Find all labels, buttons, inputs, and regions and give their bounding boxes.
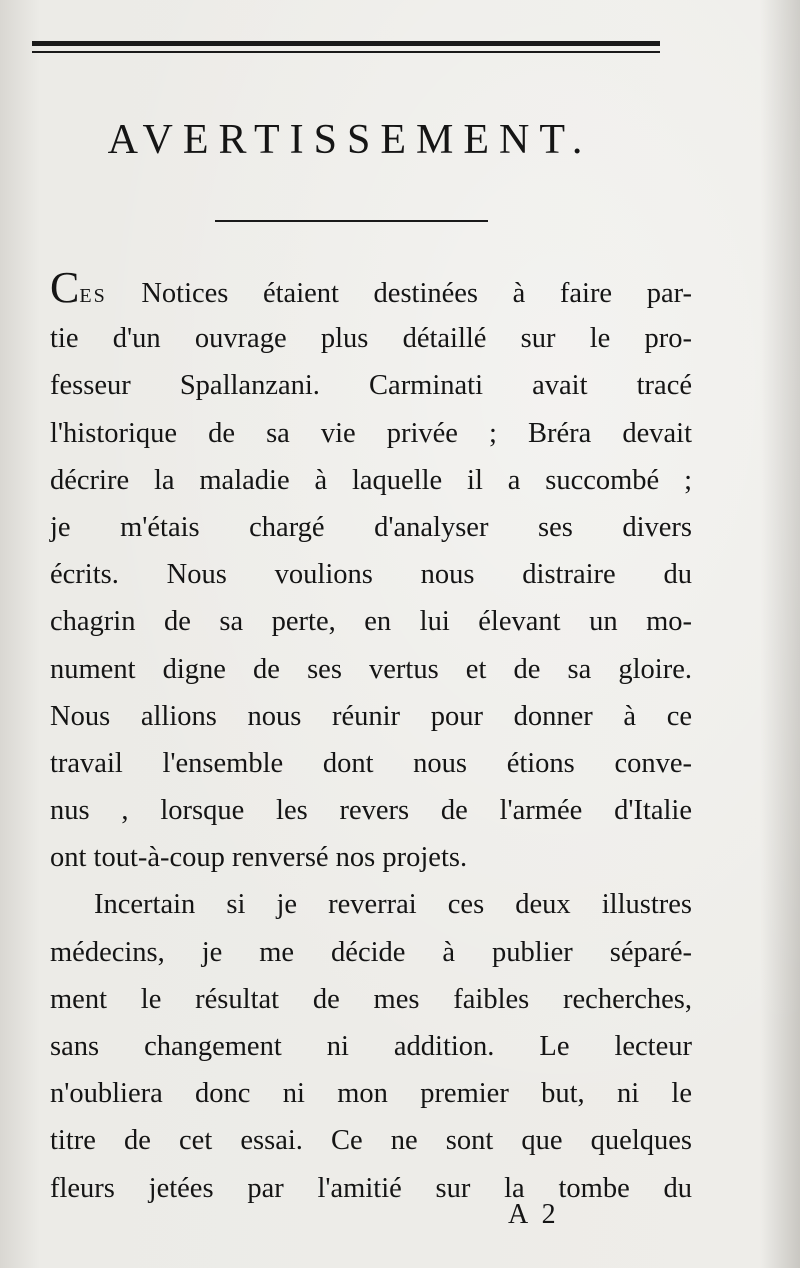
text-line: décrire la maladie à laquelle il a succombé ; (50, 464, 692, 496)
title-divider (215, 220, 488, 222)
text-line: ont tout-à-coup renversé nos projets. (50, 842, 468, 874)
text-line: Incertain si je reverrai ces deux illustres (94, 889, 692, 921)
text-line: médecins, je me décide à publier séparé- (50, 936, 692, 968)
signature-mark: A 2 (508, 1199, 560, 1230)
text-line: Nous allions nous réunir pour donner à ce (50, 700, 692, 732)
body-text (50, 263, 692, 1212)
text-line: écrits. Nous voulions nous distraire du (50, 559, 692, 591)
drop-cap: C (50, 263, 80, 312)
page-title: AVERTISSEMENT. (107, 117, 593, 163)
text-line: tie d'un ouvrage plus détaillé sur le pro- (50, 323, 692, 355)
text-line: travail l'ensemble dont nous étions conve- (50, 747, 692, 779)
text-line: fleurs jetées par l'amitié sur la tombe du (50, 1172, 692, 1204)
text-line: nus , lorsque les revers de l'armée d'Italie (50, 795, 692, 827)
text-line: ment le résultat de mes faibles recherches, (50, 983, 692, 1015)
top-rule-thick (32, 41, 660, 46)
text-line: sans changement ni addition. Le lecteur (50, 1031, 692, 1062)
text-line: chagrin de sa perte, en lui élevant un mo- (50, 606, 692, 638)
top-rule-thin (32, 51, 660, 53)
text-line: titre de cet essai. Ce ne sont que quelques (50, 1125, 692, 1157)
small-caps: ES (79, 285, 107, 307)
text-line: l'historique de sa vie privée ; Bréra devait (50, 417, 692, 449)
text-line: fesseur Spallanzani. Carminati avait tracé (50, 370, 692, 402)
text-line: n'oubliera donc ni mon premier but, ni le (50, 1078, 692, 1110)
text-line: CES Notices étaient destinées à faire par- (50, 263, 692, 312)
text-line: je m'étais chargé d'analyser ses divers (50, 511, 692, 543)
text-line: nument digne de ses vertus et de sa gloire. (50, 653, 692, 685)
